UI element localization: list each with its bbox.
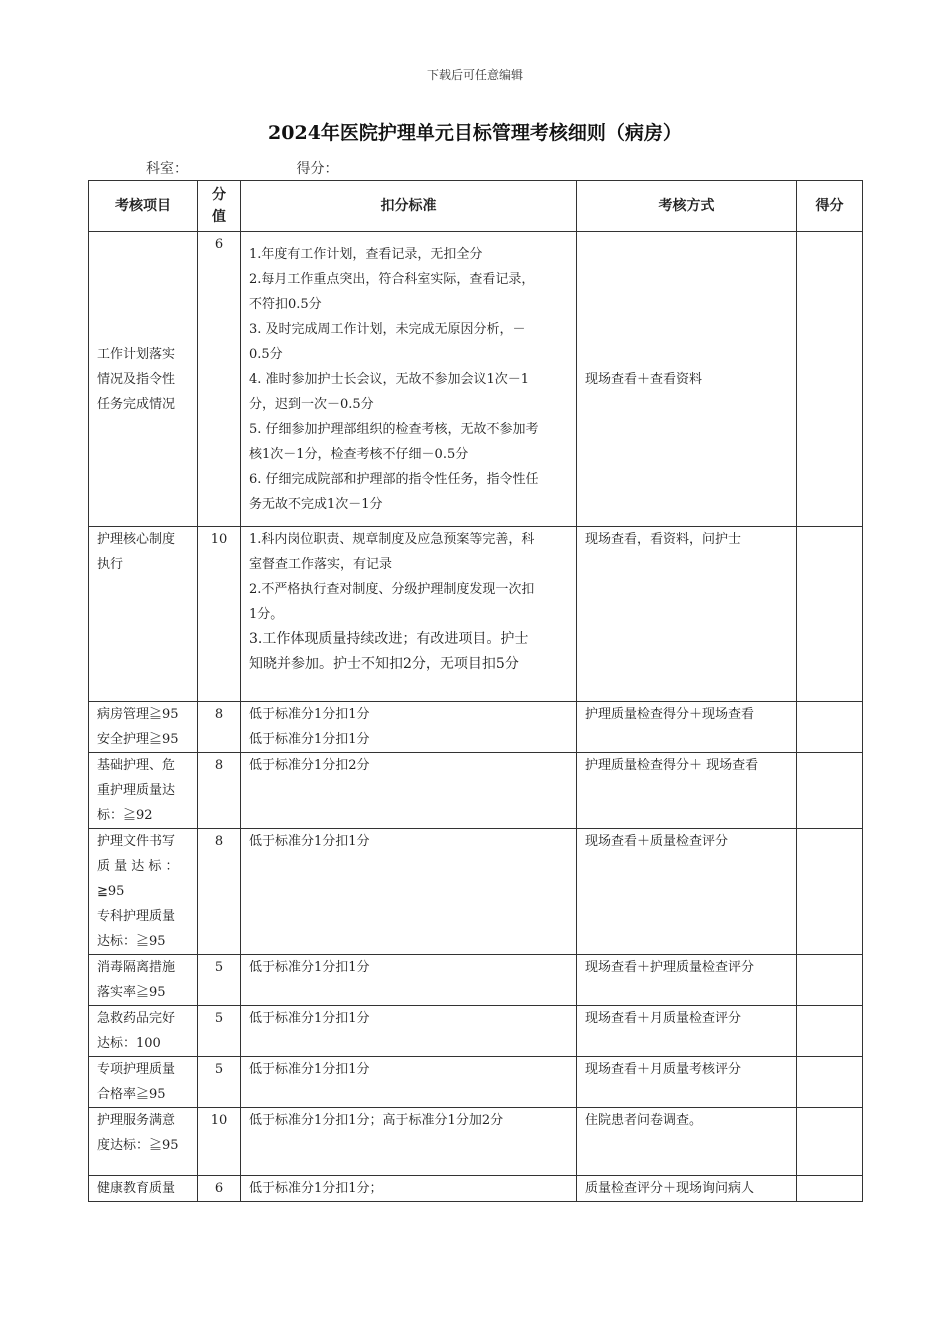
cell-standard [241, 232, 577, 527]
standard-line: 3.工作体现质量持续改进；有改进项目。护士 [249, 631, 529, 647]
cell-method [577, 829, 797, 955]
cell-score: 5 [198, 1057, 241, 1108]
method-line: 护理质量检查得分＋现场查看 [585, 707, 755, 722]
page-title: 2024年医院护理单元目标管理考核细则（病房） [268, 122, 682, 144]
cell-score: 10 [198, 527, 241, 702]
header-method: 考核方式 [577, 181, 797, 232]
table-row [89, 1006, 863, 1057]
cell-method [577, 1176, 797, 1202]
cell-method [577, 527, 797, 702]
standard-line: 1.年度有工作计划，查看记录，无扣全分 [249, 247, 483, 262]
table-row [89, 955, 863, 1006]
method-line: 现场查看＋月质量检查评分 [585, 1011, 742, 1026]
standard-line: 低于标准分1分扣1分 [249, 1062, 370, 1077]
item-line: 基础护理、危 [97, 758, 176, 773]
cell-score: 5 [198, 1006, 241, 1057]
table-header-row [89, 181, 863, 232]
cell-item [89, 702, 198, 753]
table-row [89, 753, 863, 829]
item-line: 护理服务满意 [97, 1113, 176, 1128]
item-line: 工作计划落实 [97, 346, 176, 362]
cell-method [577, 1006, 797, 1057]
cell-score: 6 [198, 1176, 241, 1202]
cell-score: 8 [198, 829, 241, 955]
item-line: 护理文件书写 [97, 834, 176, 849]
item-line: 护理核心制度 [97, 532, 176, 547]
cell-method [577, 702, 797, 753]
standard-line: 不符扣0.5分 [249, 297, 322, 312]
standard-line: 低于标准分1分扣2分 [249, 758, 370, 773]
item-line: 度达标：≧95 [97, 1138, 179, 1153]
table-row [89, 232, 863, 527]
cell-grade[interactable] [797, 232, 863, 527]
cell-method [577, 1108, 797, 1176]
standard-line: 低于标准分1分扣1分 [249, 707, 370, 722]
cell-standard [241, 829, 577, 955]
standard-line: 低于标准分1分扣1分 [249, 960, 370, 975]
standard-line: 1分。 [249, 607, 284, 622]
item-line: 合格率≧95 [97, 1087, 166, 1102]
table-row [89, 829, 863, 955]
cell-score: 6 [198, 232, 241, 527]
dept-label: 科室： [146, 161, 188, 177]
cell-standard [241, 1057, 577, 1108]
item-line: 质 量 达 标 ： [97, 859, 179, 874]
standard-line: 低于标准分1分扣1分 [249, 834, 370, 849]
cell-item [89, 1057, 198, 1108]
cell-standard [241, 1176, 577, 1202]
item-line: 落实率≧95 [97, 985, 166, 1000]
header-grade: 得分 [797, 181, 863, 232]
cell-grade[interactable] [797, 1176, 863, 1202]
cell-method [577, 232, 797, 527]
item-line: 消毒隔离措施 [97, 960, 176, 975]
standard-line: 分，迟到一次－0.5分 [249, 397, 374, 412]
cell-item [89, 1176, 198, 1202]
score-label: 得分： [296, 161, 339, 177]
cell-standard [241, 753, 577, 829]
assessment-table [88, 180, 863, 1202]
cell-item [89, 753, 198, 829]
item-line: 达标：100 [97, 1036, 161, 1051]
item-line: 专科护理质量 [97, 909, 176, 924]
cell-item [89, 527, 198, 702]
meta-line [146, 158, 338, 178]
standard-line: 知晓并参加。护士不知扣2分，无项目扣5分 [249, 656, 519, 672]
item-line: 急救药品完好 [97, 1011, 176, 1026]
standard-line: 低于标准分1分扣1分 [249, 1011, 370, 1026]
cell-item [89, 829, 198, 955]
cell-grade[interactable] [797, 829, 863, 955]
table-row [89, 1108, 863, 1176]
standard-line: 3. 及时完成周工作计划，未完成无原因分析，－ [249, 322, 526, 337]
standard-line: 5. 仔细参加护理部组织的检查考核，无故不参加考 [249, 422, 539, 437]
cell-grade[interactable] [797, 1006, 863, 1057]
item-line: ≧95 [97, 884, 125, 899]
cell-method [577, 753, 797, 829]
method-line: 现场查看＋质量检查评分 [585, 834, 729, 849]
cell-score: 5 [198, 955, 241, 1006]
cell-item [89, 955, 198, 1006]
item-line: 情况及指令性 [97, 371, 176, 387]
header-score: 分 值 [198, 181, 241, 232]
cell-method [577, 955, 797, 1006]
cell-item [89, 232, 198, 527]
table-row [89, 527, 863, 702]
cell-standard [241, 955, 577, 1006]
standard-line: 4. 准时参加护士长会议，无故不参加会议1次－1 [249, 372, 530, 387]
cell-standard [241, 702, 577, 753]
method-line: 现场查看，看资料，问护士 [585, 532, 742, 547]
cell-grade[interactable] [797, 955, 863, 1006]
cell-standard [241, 527, 577, 702]
cell-score: 8 [198, 702, 241, 753]
item-line: 病房管理≧95 [97, 707, 179, 722]
table-row [89, 702, 863, 753]
item-line: 安全护理≧95 [97, 732, 179, 747]
method-line: 现场查看＋查看资料 [585, 371, 703, 387]
item-line: 重护理质量达 [97, 783, 176, 798]
standard-line: 1.科内岗位职责、规章制度及应急预案等完善，科 [249, 532, 535, 547]
item-line: 健康教育质量 [97, 1181, 176, 1196]
header-standard: 扣分标准 [241, 181, 577, 232]
method-line: 护理质量检查得分＋ 现场查看 [585, 758, 759, 773]
standard-line: 6. 仔细完成院部和护理部的指令性任务，指令性任 [249, 472, 539, 487]
cell-grade[interactable] [797, 1108, 863, 1176]
cell-item [89, 1108, 198, 1176]
cell-method [577, 1057, 797, 1108]
cell-grade[interactable] [797, 527, 863, 702]
standard-line: 2.不严格执行查对制度、分级护理制度发现一次扣 [249, 582, 535, 597]
item-line: 专项护理质量 [97, 1062, 176, 1077]
standard-line: 低于标准分1分扣1分； [249, 1181, 383, 1196]
cell-item [89, 1006, 198, 1057]
cell-grade[interactable] [797, 753, 863, 829]
method-line: 现场查看＋月质量考核评分 [585, 1062, 742, 1077]
cell-score: 8 [198, 753, 241, 829]
item-line: 任务完成情况 [97, 396, 176, 412]
standard-line: 0.5分 [249, 347, 283, 362]
cell-standard [241, 1108, 577, 1176]
header-item: 考核项目 [89, 181, 198, 232]
item-line: 执行 [97, 557, 124, 572]
standard-line: 2.每月工作重点突出，符合科室实际，查看记录， [249, 272, 535, 287]
table-row [89, 1057, 863, 1108]
standard-line: 低于标准分1分扣1分；高于标准分1分加2分 [249, 1113, 504, 1128]
header-note: 下载后可任意编辑 [426, 68, 523, 82]
item-line: 标：≧92 [97, 808, 153, 823]
standard-line: 低于标准分1分扣1分 [249, 732, 370, 747]
cell-grade[interactable] [797, 702, 863, 753]
method-line: 住院患者问卷调查。 [585, 1113, 703, 1128]
method-line: 质量检查评分＋现场询问病人 [585, 1181, 755, 1196]
cell-standard [241, 1006, 577, 1057]
standard-line: 务无故不完成1次－1分 [249, 497, 383, 512]
standard-line: 室督查工作落实，有记录 [249, 557, 393, 572]
cell-grade[interactable] [797, 1057, 863, 1108]
cell-score: 10 [198, 1108, 241, 1176]
method-line: 现场查看＋护理质量检查评分 [585, 960, 755, 975]
item-line: 达标：≧95 [97, 934, 166, 949]
standard-line: 核1次－1分，检查考核不仔细－0.5分 [249, 447, 469, 462]
table-row [89, 1176, 863, 1202]
